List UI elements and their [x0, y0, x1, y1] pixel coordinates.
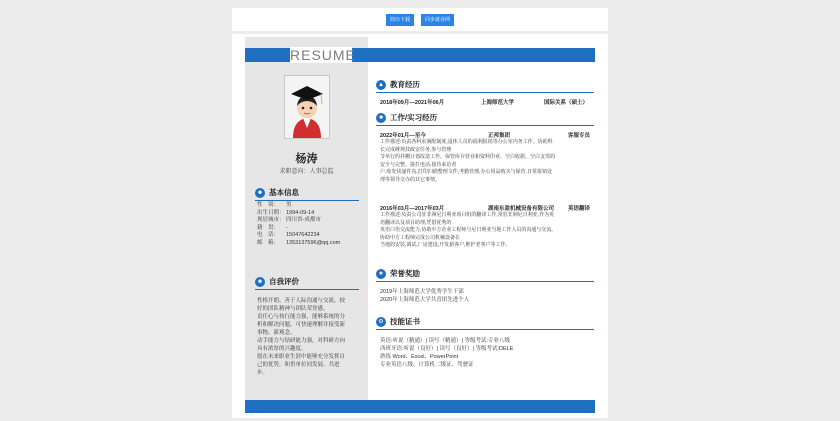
- skills-list: 英语:听说（精通）| 读写（精通）| 等级考试:专业八级 西班牙语:听说（良好）| 读写（良好）| 等级考试:DELE 熟练 Word、Excel、PowerPoint 专业英语八级、计算机二级证、驾驶证: [380, 338, 514, 368]
- divider: [376, 125, 594, 126]
- work-title: 工作/实习经历: [390, 113, 438, 122]
- graduation-cap-icon: ▲: [376, 80, 386, 90]
- awards-list: 2019年上海师范大学优秀学生干部 2020年上海师范大学共青团先进个人: [380, 289, 470, 303]
- sync-job-site-button[interactable]: 同步就业网: [421, 14, 454, 26]
- job-description: 工作描述:负责各科室满配制度,退休人员的福利报销等办公室内务工作。协助科 长完成睡规技政安任务,参与管理 节举行的祥棚计划改造工作，保管库存营业和资料印章，空白收据、空白支票的 安全与完整。接打电话,接待来访者 户,收发快递件真,打印扫描整理文件,考勤管理,办公用品购买与保管,日常报销处 理等领导交办的其它事情。: [380, 139, 556, 183]
- job-intent: 求职意向：人事总监: [279, 169, 334, 175]
- education-title: 教育经历: [390, 80, 420, 89]
- skills-title: 技能证书: [390, 317, 420, 326]
- briefcase-icon: ■: [376, 113, 386, 123]
- person-icon: ☻: [256, 189, 264, 196]
- footer-band: [245, 400, 595, 413]
- person-icon: ☻: [256, 278, 264, 285]
- info-row-gender: 性 别： 男: [257, 202, 292, 208]
- awards-header: [376, 268, 420, 279]
- education-header: [376, 79, 420, 90]
- avatar: [284, 75, 330, 139]
- work-header: [376, 112, 437, 123]
- info-row-phone: 电 话： 15047642234: [257, 232, 320, 238]
- divider: [255, 289, 359, 290]
- basic-info-header: [255, 187, 299, 198]
- divider: [376, 281, 594, 282]
- skills-header: [376, 316, 420, 327]
- top-toolbar: [232, 8, 608, 31]
- graduate-avatar-icon: [285, 76, 329, 138]
- info-row-email: 邮 箱： 1353137596@qq.com: [257, 239, 341, 246]
- self-eval-text: 性格开朗、善于人际沟通与交流，较 好的团队精神与团队荣誉感。 责任心与执行能力强，能够系统的分 析和解决问题，可快速理解并接受新 事物、新观念。 动手能力与钻研能力强，对科研方向 具有浓厚的兴趣度。 愿在未来职业生涯中能够充分发挥自 己的优势，和贵单位同发展、共进 步。: [257, 298, 346, 376]
- info-row-city: 现居城市： 四川省-成都市: [257, 217, 321, 223]
- basic-info-title: 基本信息: [269, 188, 299, 197]
- divider: [376, 329, 594, 330]
- basic-info-list: [257, 202, 340, 247]
- gear-icon: ⚙: [376, 317, 386, 327]
- info-row-birthdate: 出生日期： 1994-09-14: [257, 209, 315, 216]
- resume-title: RESUME: [290, 47, 356, 63]
- job-description: 工作描述:负责公司驻非洲尼日利亚项目组的翻译工作,常驻非洲尼日利亚,作为英 语翻译以及项目助理,凭借优秀的 英语口语交流能力,协助中方企业工程师与尼日利亚当地工作人员的沟通与交流, 协助中方工程师完成公司机械设备在 当地的安装,调试,厂房建设,开发新客户,维护老客户等工作。: [380, 212, 555, 248]
- divider: [255, 200, 359, 201]
- download-resume-button[interactable]: 简历下载: [386, 14, 414, 26]
- medal-icon: ★: [376, 269, 386, 279]
- self-eval-header: [255, 276, 299, 287]
- self-eval-title: 自我评价: [269, 277, 299, 286]
- divider: [376, 92, 594, 93]
- info-row-hometown: 籍 贯： -: [257, 224, 288, 231]
- awards-title: 荣誉奖励: [390, 269, 420, 278]
- candidate-name: 杨涛: [295, 153, 318, 165]
